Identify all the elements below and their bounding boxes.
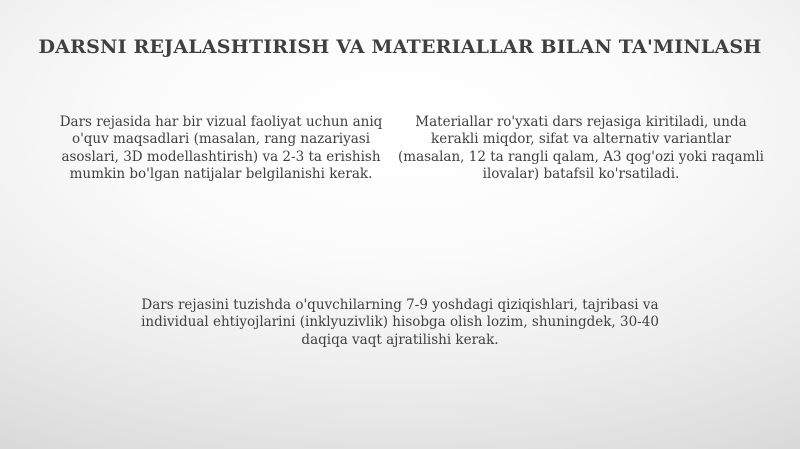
left-text-block: Dars rejasida har bir vizual faoliyat uchun aniq o'quv maqsadlari (masalan, rang nazariyasi asoslari, 3D modellashtirish) va 2-3 ta erishish mumkin bo'lgan natijalar belgilanishi kerak.: [59, 114, 383, 183]
bottom-text-block: Dars rejasini tuzishda o'quvchilarning 7-9 yoshdagi qiziqishlari, tajribasi va individual ehtiyojlarini (inklyuzivlik) hisobga olish lozim, shuningdek, 30-40 daqiqa vaqt ajratilishi kerak.: [141, 297, 659, 348]
slide-title: DARSNI REJALASHTIRISH VA MATERIALLAR BILAN TA'MINLASH: [38, 36, 762, 58]
right-text-block: Materiallar ro'yxati dars rejasiga kiritiladi, unda kerakli miqdor, sifat va alternativ variantlar (masalan, 12 ta rangli qalam, A3 qog'ozi yoki raqamli ilovalar) batafsil ko'rsatiladi.: [398, 114, 764, 183]
